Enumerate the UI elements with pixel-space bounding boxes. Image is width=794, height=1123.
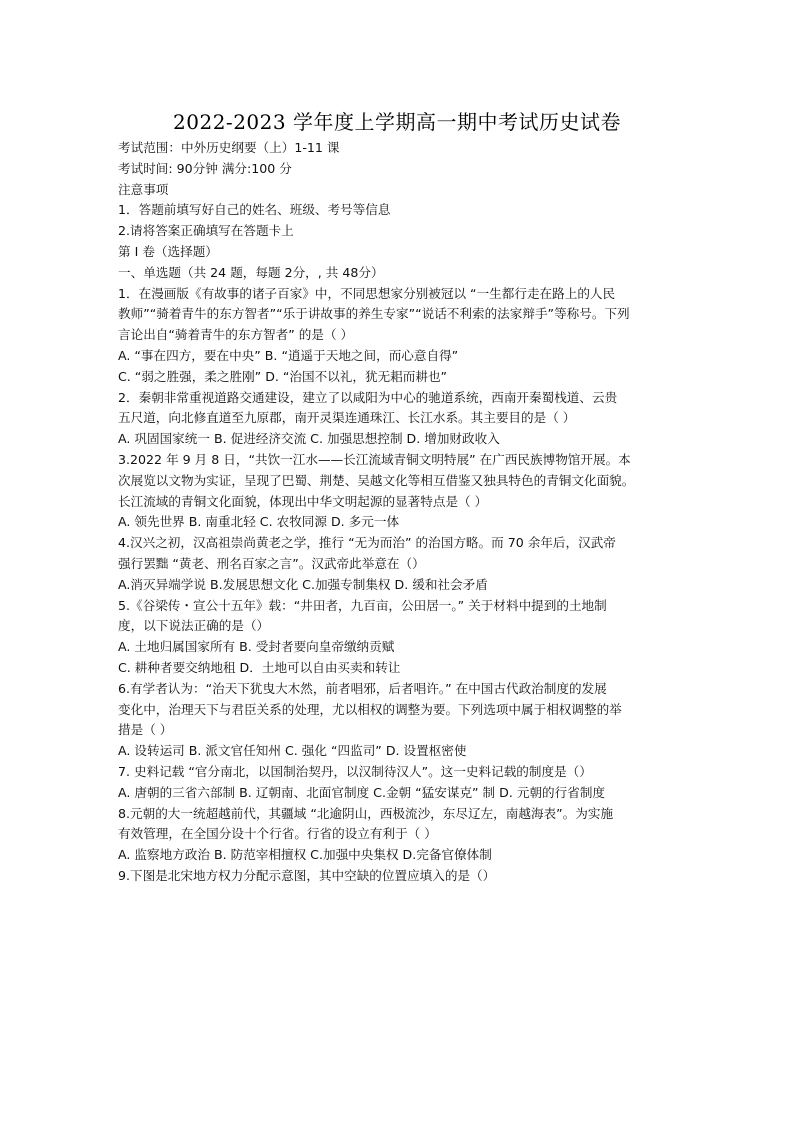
answer-options-line: C. “弱之胜强，柔之胜刚” D. “治国不以礼，犹无耜而耕也” [118, 368, 448, 384]
answer-options-line: A. 土地归属国家所有 B. 受封者要向皇帝缴纳贡赋 [118, 639, 395, 655]
question-list [118, 284, 678, 887]
question-block [118, 804, 678, 866]
question-block [118, 284, 678, 388]
answer-options-line: A. 巩固国家统一 B. 促进经济交流 C. 加强思想控制 D. 增加财政收入 [118, 431, 500, 447]
exam-title: 2022-2023 学年度上学期高一期中考试历史试卷 [173, 110, 621, 134]
question-text-line: 6.有学者认为：“治天下犹曳大木然，前者唱邪，后者唱许。” 在中国古代政治制度的发展 [118, 680, 607, 696]
question-text-line: 5.《谷梁传・宣公十五年》载：“井田者，九百亩，公田居一。” 关于材料中提到的土地制 [118, 597, 607, 613]
question-text-line: 长江流域的青铜文化面貌，体现出中华文明起源的显著特点是（ ） [118, 493, 488, 509]
question-text-line: 3.2022 年 9 月 8 日，“共饮一江水——长江流域青铜文明特展” 在广西民族博物馆开展。本 [118, 451, 631, 467]
note-2: 2.请将答案正确填写在答题卡上 [118, 223, 294, 239]
question-text-line: 1．在漫画版《有故事的诸子百家》中，不同思想家分别被冠以 “一生都行走在路上的人民 [118, 285, 616, 301]
question-block [118, 596, 678, 679]
question-block [118, 533, 678, 595]
answer-options-line: A.消灭异端学说 B.发展思想文化 C.加强专制集权 D. 缓和社会矛盾 [118, 576, 488, 592]
question-block [118, 388, 678, 450]
question-text-line: 措是（ ） [118, 722, 173, 738]
question-text-line: 教师”“骑着青牛的东方智者”“乐于讲故事的养生专家”“说话不利索的法家辩手”等称号。下列 [118, 306, 630, 322]
question-text-line: 9.下图是北宋地方权力分配示意图，其中空缺的位置应填入的是（） [118, 867, 496, 883]
question-block [118, 762, 678, 804]
exam-body [118, 138, 678, 887]
answer-options-line: A. 领先世界 B. 南重北轻 C. 农牧同源 D. 多元一体 [118, 514, 400, 530]
question-text-line: 次展览以文物为实证，呈现了巴蜀、荆楚、吴越文化等相互借鉴又独具特色的青铜文化面貌。 [118, 472, 635, 488]
note-1: 1．答题前填写好自己的姓名、班级、考号等信息 [118, 202, 391, 218]
question-text-line: 4.汉兴之初，汉高祖崇尚黄老之学，推行 “无为而治” 的治国方略。而 70 余年后，汉武帝 [118, 535, 616, 551]
question-block [118, 679, 678, 762]
question-text-line: 言论出自“骑着青牛的东方智者” 的是（ ） [118, 327, 354, 343]
question-text-line: 强行罢黜 “黄老、刑名百家之言”。汉武帝此举意在（） [118, 555, 425, 571]
exam-time: 考试时间: 90分钟 满分:100 分 [118, 160, 292, 176]
question-text-line: 度，以下说法正确的是（） [118, 618, 270, 634]
exam-range: 考试范围：中外历史纲要（上）1-11 课 [118, 140, 340, 155]
question-text-line: 有效管理，在全国分设十个行省。行省的设立有利于（ ） [118, 826, 437, 842]
answer-options-line: A. “事在四方，要在中央” B. “逍遥于天地之间，而心意自得” [118, 347, 459, 363]
answer-options-line: C. 耕种者要交纳地租 D．土地可以自由买卖和转让 [118, 659, 401, 675]
question-text-line: 变化中，治理天下与君臣关系的处理，尤以相权的调整为要。下列选项中属于相权调整的举 [118, 701, 622, 717]
answer-options-line: A. 设转运司 B. 派文官任知州 C. 强化 “四监司” D. 设置枢密使 [118, 743, 467, 759]
part-1-heading: 第 I 卷（选择题） [118, 243, 218, 259]
question-text-line: 8.元朝的大一统超越前代，其疆域 “北逾阴山，西极流沙，东尽辽左，南越海表”。为实施 [118, 805, 614, 821]
answer-options-line: A. 监察地方政治 B. 防范宰相擅权 C.加强中央集权 D.完备官僚体制 [118, 847, 492, 863]
question-text-line: 五尺道，向北修直道至九原郡，南开灵渠连通珠江、长江水系。其主要目的是（ ） [118, 410, 576, 426]
question-block [118, 450, 678, 533]
section-1-heading: 一、单选题（共 24 题，每题 2分，, 共 48分） [118, 264, 384, 280]
question-text-line: 2．秦朝非常重视道路交通建设，建立了以咸阳为中心的驰道系统，西南开秦蜀栈道、云贵 [118, 389, 618, 405]
notes-heading: 注意事项 [118, 181, 169, 197]
question-text-line: 7. 史料记载 “官分南北，以国制治契丹，以汉制待汉人”。这一史料记载的制度是（） [118, 763, 592, 779]
question-block [118, 866, 678, 887]
answer-options-line: A. 唐朝的三省六部制 B. 辽朝南、北面官制度 C.金朝 “猛安谋克” 制 D. 元朝的行省制度 [118, 784, 606, 800]
